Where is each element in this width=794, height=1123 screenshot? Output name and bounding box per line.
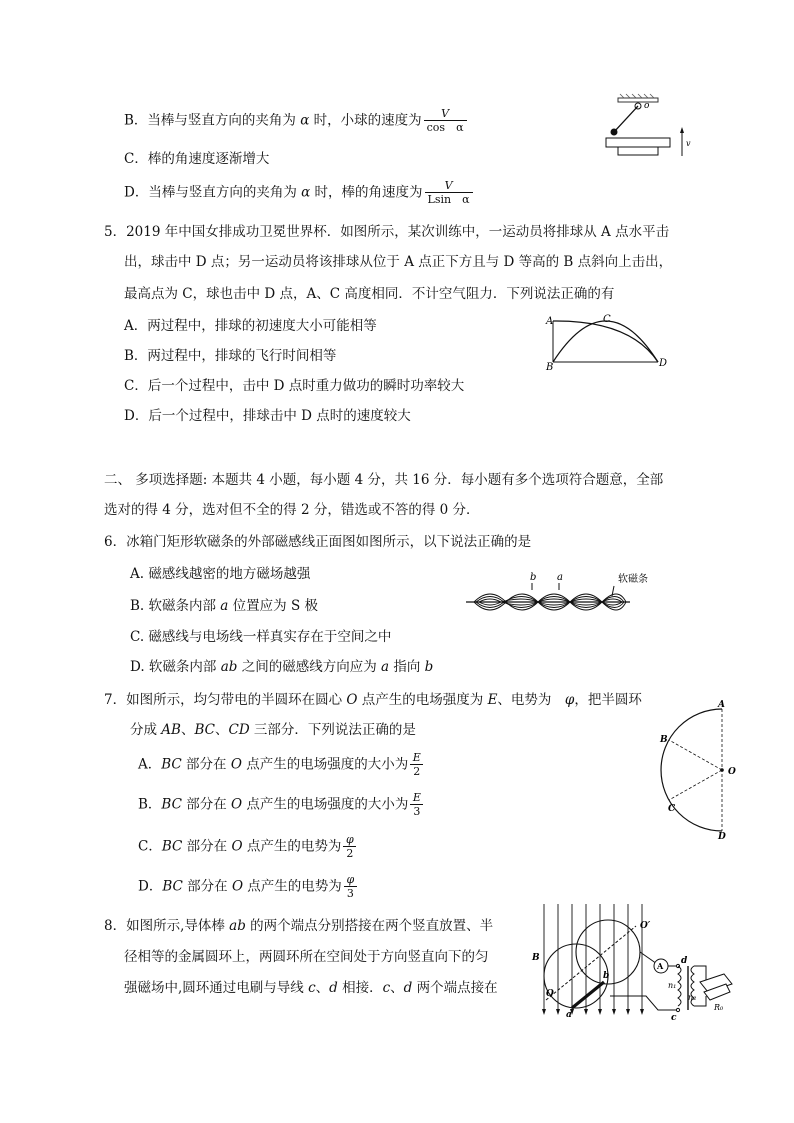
fraction-numerator: E (412, 751, 421, 764)
label-v: v (686, 139, 691, 148)
label-d: d (681, 956, 688, 966)
q7-option-c (138, 834, 356, 860)
label-a: a (557, 572, 563, 583)
q7-sep2: 、 (214, 722, 229, 738)
fraction-denominator: 3 (410, 804, 423, 818)
q7-stem2-text2: 三部分．下列说法正确的是 (249, 722, 416, 738)
q8-text5: 两个端点接在 (412, 980, 498, 996)
label-c: c (671, 1013, 677, 1023)
q4-option-d (124, 180, 473, 206)
fraction-numerator: V (444, 179, 453, 192)
wire-c (610, 996, 678, 1010)
option-text: 部分在 (182, 838, 232, 855)
q7-semicircle-figure (650, 700, 750, 840)
q6-magnetic-strip-figure (464, 570, 664, 620)
field-arrowheads (542, 1009, 644, 1015)
q6-option-d-var1: ab (220, 659, 238, 675)
label-O-prime: O′ (640, 921, 651, 931)
q7-var-o: O (346, 692, 358, 708)
q4-option-c: C．棒的角速度逐渐增大 (124, 151, 270, 167)
option-var-o: O (231, 796, 243, 813)
block-top (606, 138, 670, 147)
dashed-radii (669, 709, 722, 831)
q8-var-c: c (308, 980, 316, 996)
label-D: D (659, 358, 668, 369)
q7-var-ab: AB (161, 722, 181, 738)
transformer-primary (678, 966, 681, 1006)
option-fraction (410, 752, 423, 778)
option-text2: 点产生的电场强度的大小为 (242, 796, 409, 813)
q6-option-d-text: D. 软磁条内部 (130, 659, 221, 675)
ceiling-hatch (620, 94, 654, 98)
option-letter: A． (138, 756, 162, 773)
option-letter: C． (138, 838, 162, 855)
q5-option-d: D．后一个过程中，排球击中 D 点时的速度较大 (124, 408, 411, 424)
q8-rings-figure (528, 900, 738, 1023)
label-D: D (718, 832, 726, 842)
q6-option-d-text2: 之间的磁感线方向应为 (237, 659, 382, 675)
label-C: C (668, 804, 676, 814)
strip-label: 软磁条 (618, 574, 648, 585)
q7-stem-text3: 、电势为 (497, 692, 565, 708)
label-A: A (546, 316, 554, 327)
rod (614, 106, 638, 132)
q6-option-b-text: B. 软磁条内部 (130, 598, 221, 614)
label-n1: n₁ (668, 981, 677, 990)
q6-option-c: C. 磁感线与电场线一样真实存在于空间之中 (130, 629, 392, 645)
q5-trajectory-figure (540, 312, 670, 374)
q8-line-1 (104, 914, 493, 934)
q5-stem-line-3: 最高点为 C，球也击中 D 点，A、C 高度相同．不计空气阻力．下列说法正确的有 (124, 286, 615, 302)
q7-sep1: 、 (180, 722, 195, 738)
q6-option-d-var2: a (381, 659, 390, 675)
label-R0: R₀ (714, 1003, 724, 1012)
option-var-bc: BC (161, 796, 182, 813)
option-text: 部分在 (181, 796, 232, 813)
q7-var-e: E (487, 692, 498, 708)
option-text2: 点产生的电势为 (243, 878, 342, 895)
q4-rod-figure (600, 94, 700, 174)
label-O: O (728, 767, 736, 777)
q4-option-d-text: D．当棒与竖直方向的夹角为 (124, 184, 302, 201)
q8-line-2: 径相等的金属圆环上，两圆环所在空间处于方向竖直向下的匀 (124, 949, 489, 965)
q8-sep: 、 (315, 980, 330, 996)
fraction-numerator: φ (345, 833, 354, 846)
q6-option-d-var3: b (424, 659, 434, 675)
q7-option-b (138, 792, 423, 818)
q8-var-ab: ab (229, 918, 246, 934)
q7-stem2-text: 分成 (130, 722, 162, 738)
option-text: 部分在 (182, 878, 232, 895)
q6-option-b (130, 594, 318, 614)
q8-text3: 强磁场中,圆环通过电刷与导线 (124, 980, 309, 996)
center-point (720, 768, 724, 772)
option-letter: D． (138, 878, 163, 895)
ceiling (618, 98, 658, 102)
label-B: B (660, 735, 668, 745)
option-var-bc: BC (161, 756, 182, 773)
option-fraction (410, 792, 423, 818)
label-b: b (530, 572, 537, 583)
option-text2: 点产生的电势为 (242, 838, 342, 855)
label-ammeter: A (657, 961, 664, 971)
label-O: O (546, 989, 554, 999)
q6-option-b-var: a (220, 598, 229, 614)
label-n2: n₂ (688, 993, 697, 1002)
option-var-bc: BC (162, 878, 183, 895)
q7-stem-text: 7．如图所示，均匀带电的半圆环在圆心 (104, 692, 347, 708)
q4-option-d-fraction (425, 180, 473, 206)
conductor-rod-ab (572, 982, 604, 1008)
q7-stem-line-2 (130, 718, 416, 738)
q8-var-d: d (329, 980, 338, 996)
q7-var-bc: BC (194, 722, 215, 738)
option-var-o: O (231, 838, 243, 855)
label-B: B (532, 953, 540, 963)
fraction-denominator: 2 (410, 764, 423, 778)
q4-option-b-text2: 时，小球的速度为 (309, 112, 422, 129)
q5-option-b: B．两过程中，排球的飞行时间相等 (124, 348, 337, 364)
q4-option-d-var: α (301, 184, 311, 201)
section-2-heading: 二、 多项选择题: 本题共 4 小题，每小题 4 分，共 16 分．每小题有多个选项符合题意，全部 (104, 472, 664, 488)
q7-stem-text4: ，把半圆环 (574, 692, 642, 708)
option-text: 部分在 (181, 756, 231, 773)
q4-option-d-text2: 时，棒的角速度为 (310, 184, 423, 201)
label-C: C (603, 314, 611, 325)
q4-option-b-fraction (424, 108, 467, 134)
fraction-denominator: cos α (424, 120, 467, 134)
fraction-denominator: Lsin α (425, 192, 473, 206)
q5-option-a: A．两过程中，排球的初速度大小可能相等 (124, 318, 377, 334)
fraction-numerator: E (412, 791, 421, 804)
block-bottom (618, 147, 658, 155)
label-b: b (603, 971, 610, 981)
q8-text: 8．如图所示,导体棒 (104, 918, 230, 934)
q7-option-a (138, 752, 423, 778)
q4-option-b-var: α (300, 112, 310, 129)
option-fraction (344, 874, 357, 900)
fraction-numerator: φ (346, 873, 355, 886)
q7-var-cd: CD (228, 722, 250, 738)
q6-option-a: A. 磁感线越密的地方磁场越强 (130, 566, 311, 582)
q4-option-b-text: B．当棒与竖直方向的夹角为 (124, 112, 301, 129)
label-B: B (546, 362, 554, 373)
option-var-o: O (230, 756, 242, 773)
q6-option-d-text3: 指向 (389, 659, 425, 675)
q5-stem-line-2: 出，球击中 D 点；另一运动员将该排球从位于 A 点正下方且与 D 等高的 B 点斜向上击出， (124, 254, 673, 270)
q8-var-c2: c (382, 980, 391, 996)
q6-option-b-text2: 位置应为 S 极 (228, 598, 318, 614)
label-a: a (566, 1010, 572, 1020)
velocity-arrowhead (680, 127, 684, 133)
option-text2: 点产生的电场强度的大小为 (241, 756, 409, 773)
fraction-numerator: V (441, 107, 450, 120)
option-var-o: O (231, 878, 244, 895)
q6-stem: 6．冰箱门矩形软磁条的外部磁感线正面图如图所示，以下说法正确的是 (104, 534, 532, 550)
option-fraction (343, 834, 356, 860)
q8-sep2: 、 (390, 980, 404, 996)
q8-text2: 的两个端点分别搭接在两个竖直放置、半 (245, 918, 494, 934)
secondary-wire-top (694, 966, 706, 982)
option-letter: B． (138, 796, 162, 813)
q5-option-c: C．后一个过程中，击中 D 点时重力做功的瞬时功率较大 (124, 378, 465, 394)
fraction-denominator: 3 (344, 886, 357, 900)
section-2-instructions: 选对的得 4 分，选对但不全的得 2 分，错选或不答的得 0 分． (104, 502, 480, 518)
q8-text4: 相接． (337, 980, 383, 996)
fraction-denominator: 2 (343, 846, 356, 860)
label-A: A (718, 700, 725, 710)
q8-var-d2: d (403, 980, 413, 996)
ball (611, 129, 618, 136)
q4-option-b (124, 108, 467, 134)
q7-var-phi: φ (564, 692, 575, 708)
q7-stem-text2: 点产生的电场强度为 (357, 692, 488, 708)
q6-option-d (130, 655, 433, 675)
option-var-bc: BC (161, 838, 183, 855)
q5-stem-line-1: 5．2019 年中国女排成功卫冕世界杯．如图所示，某次训练中，一运动员将排球从 A 点水平击 (104, 224, 670, 240)
q7-option-d (138, 874, 357, 900)
terminal-c (676, 1008, 679, 1011)
label-o: o (644, 101, 650, 111)
q8-line-3 (124, 976, 498, 996)
axis-oo (546, 926, 636, 1000)
q7-stem-line-1 (104, 688, 642, 708)
